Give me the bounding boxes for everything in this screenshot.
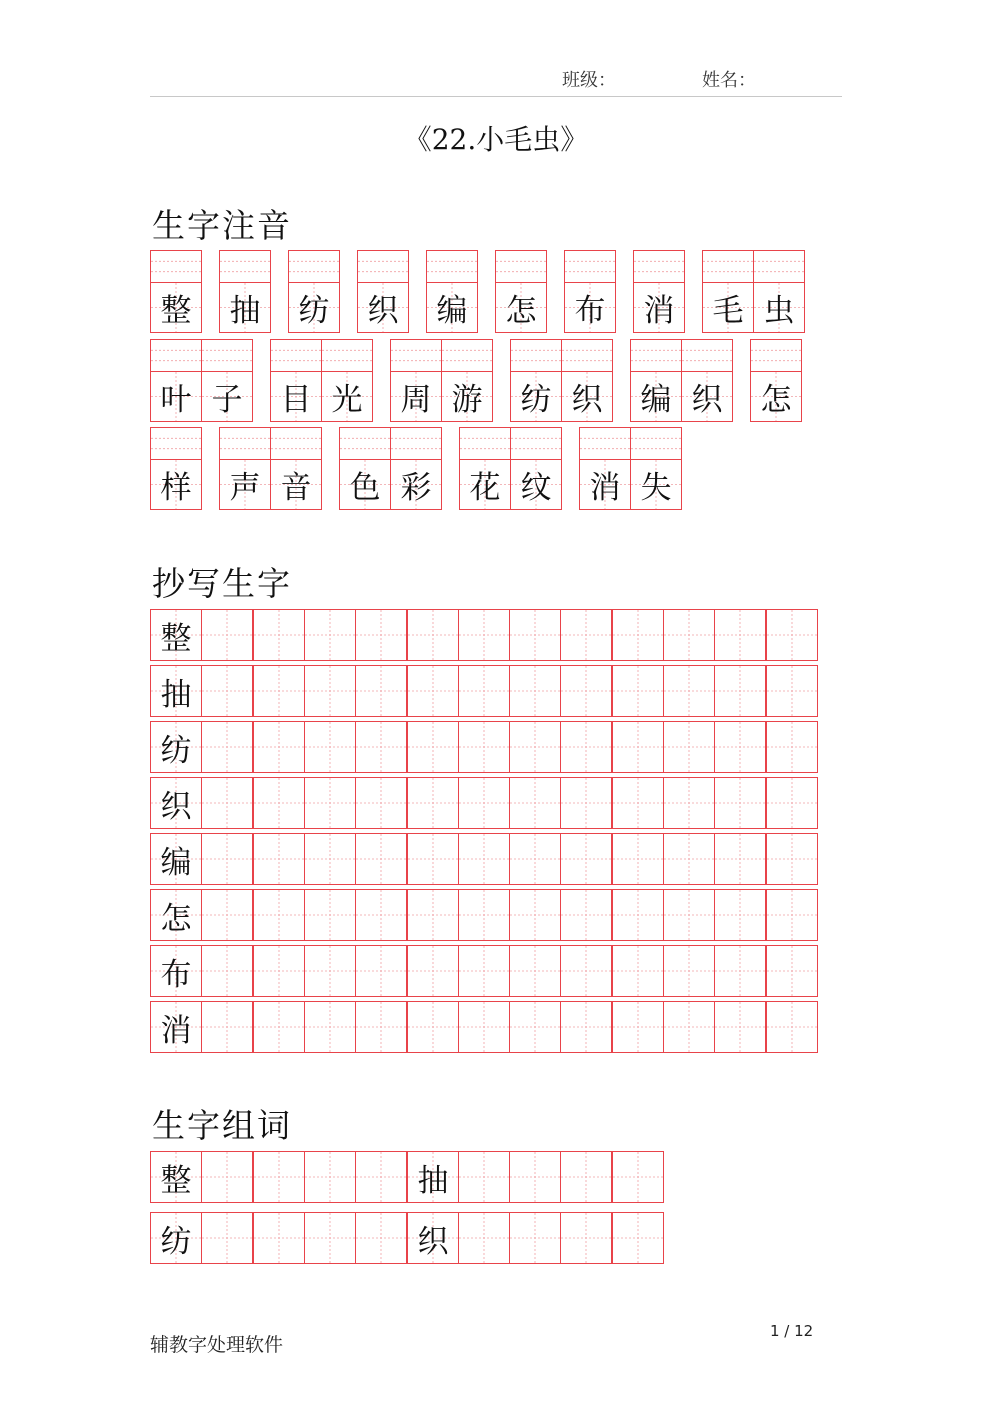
pinyin-box[interactable] (495, 250, 547, 283)
practice-box[interactable] (714, 833, 766, 885)
word-practice-box[interactable] (201, 1212, 253, 1264)
pinyin-box[interactable] (753, 250, 805, 283)
hanzi-char: 虫 (763, 293, 795, 329)
hanzi-char: 编 (640, 382, 672, 418)
practice-box[interactable] (355, 889, 407, 941)
word-practice-box[interactable] (304, 1212, 356, 1264)
hanzi-char: 样 (160, 470, 192, 506)
hanzi-char: 叶 (160, 382, 192, 418)
char-box (150, 459, 202, 510)
hanzi-char: 怎 (760, 382, 792, 418)
hanzi-char: 怎 (160, 900, 192, 937)
char-box (357, 282, 409, 333)
pinyin-box[interactable] (510, 427, 562, 460)
hanzi-char: 织 (571, 382, 603, 418)
pinyin-box[interactable] (441, 339, 493, 372)
pinyin-box[interactable] (219, 250, 271, 283)
pinyin-box[interactable] (390, 427, 442, 460)
practice-box[interactable] (509, 721, 561, 773)
hanzi-char: 失 (640, 470, 672, 506)
practice-box[interactable] (304, 1001, 356, 1053)
practice-box[interactable] (663, 1001, 715, 1053)
practice-box[interactable] (663, 777, 715, 829)
practice-box[interactable] (714, 889, 766, 941)
word-model-char (407, 1212, 459, 1264)
practice-box[interactable] (355, 665, 407, 717)
practice-box[interactable] (663, 833, 715, 885)
hanzi-char: 目 (280, 382, 312, 418)
pinyin-box[interactable] (150, 339, 202, 372)
practice-box[interactable] (509, 833, 561, 885)
char-box (753, 282, 805, 333)
hanzi-char: 光 (331, 382, 363, 418)
practice-box[interactable] (766, 945, 818, 997)
word-practice-box[interactable] (509, 1212, 561, 1264)
hanzi-char: 织 (417, 1223, 449, 1260)
pinyin-box[interactable] (510, 339, 562, 372)
practice-box[interactable] (407, 945, 459, 997)
practice-box[interactable] (253, 777, 305, 829)
pinyin-box[interactable] (561, 339, 613, 372)
hanzi-char: 音 (280, 470, 312, 506)
hanzi-char: 纺 (520, 382, 552, 418)
word-practice-box[interactable] (612, 1151, 664, 1203)
practice-box[interactable] (253, 609, 305, 661)
practice-box[interactable] (560, 945, 612, 997)
char-box (339, 459, 391, 510)
hanzi-char: 毛 (712, 293, 744, 329)
pinyin-box[interactable] (564, 250, 616, 283)
word-model-char (150, 1212, 202, 1264)
practice-box[interactable] (714, 945, 766, 997)
model-char-box (150, 609, 202, 661)
practice-box[interactable] (458, 665, 510, 717)
pinyin-box[interactable] (702, 250, 754, 283)
model-char-box (150, 889, 202, 941)
hanzi-char: 声 (229, 470, 261, 506)
char-box (219, 282, 271, 333)
practice-box[interactable] (766, 665, 818, 717)
char-box (561, 371, 613, 422)
pinyin-box[interactable] (357, 250, 409, 283)
class-label: 班级： (562, 70, 616, 91)
practice-box[interactable] (355, 833, 407, 885)
practice-box[interactable] (663, 721, 715, 773)
pinyin-box[interactable] (633, 250, 685, 283)
practice-box[interactable] (560, 777, 612, 829)
pinyin-box[interactable] (426, 250, 478, 283)
practice-box[interactable] (355, 777, 407, 829)
section-heading-copy: 抄写生字 (152, 564, 292, 603)
hanzi-char: 消 (643, 293, 675, 329)
model-char-box (150, 833, 202, 885)
practice-box[interactable] (253, 833, 305, 885)
practice-box[interactable] (612, 889, 664, 941)
practice-box[interactable] (458, 1001, 510, 1053)
practice-box[interactable] (355, 1001, 407, 1053)
practice-box[interactable] (407, 609, 459, 661)
hanzi-char: 布 (574, 293, 606, 329)
char-box (150, 371, 202, 422)
hanzi-char: 织 (367, 293, 399, 329)
hanzi-char: 怎 (505, 293, 537, 329)
word-practice-box[interactable] (304, 1151, 356, 1203)
practice-box[interactable] (509, 945, 561, 997)
practice-box[interactable] (458, 889, 510, 941)
char-box (441, 371, 493, 422)
practice-box[interactable] (663, 945, 715, 997)
char-box (288, 282, 340, 333)
char-box (201, 371, 253, 422)
practice-box[interactable] (253, 889, 305, 941)
pinyin-box[interactable] (288, 250, 340, 283)
practice-box[interactable] (560, 721, 612, 773)
char-box (390, 371, 442, 422)
word-practice-box[interactable] (458, 1151, 510, 1203)
practice-box[interactable] (766, 721, 818, 773)
practice-box[interactable] (253, 665, 305, 717)
word-practice-box[interactable] (560, 1212, 612, 1264)
practice-box[interactable] (407, 665, 459, 717)
hanzi-char: 周 (400, 382, 432, 418)
model-char-box (150, 777, 202, 829)
hanzi-char: 纺 (298, 293, 330, 329)
char-box (633, 282, 685, 333)
practice-box[interactable] (714, 721, 766, 773)
practice-box[interactable] (201, 945, 253, 997)
hanzi-char: 织 (691, 382, 723, 418)
model-char-box (150, 721, 202, 773)
word-model-char (407, 1151, 459, 1203)
pinyin-box[interactable] (270, 427, 322, 460)
practice-box[interactable] (458, 721, 510, 773)
hanzi-char: 整 (160, 293, 192, 329)
char-box (510, 371, 562, 422)
practice-box[interactable] (253, 945, 305, 997)
practice-box[interactable] (458, 945, 510, 997)
practice-box[interactable] (612, 945, 664, 997)
header-divider (150, 96, 842, 97)
practice-box[interactable] (560, 889, 612, 941)
pinyin-box[interactable] (339, 427, 391, 460)
pinyin-box[interactable] (150, 250, 202, 283)
model-char-box (150, 665, 202, 717)
practice-box[interactable] (304, 721, 356, 773)
practice-box[interactable] (560, 833, 612, 885)
practice-box[interactable] (663, 889, 715, 941)
practice-box[interactable] (612, 1001, 664, 1053)
hanzi-char: 抽 (229, 293, 261, 329)
pinyin-box[interactable] (630, 427, 682, 460)
char-box (219, 459, 271, 510)
practice-box[interactable] (253, 1001, 305, 1053)
word-practice-box[interactable] (355, 1151, 407, 1203)
practice-box[interactable] (612, 665, 664, 717)
section-heading-words: 生字组词 (152, 1106, 292, 1145)
practice-box[interactable] (304, 889, 356, 941)
char-box (750, 371, 802, 422)
pinyin-box[interactable] (321, 339, 373, 372)
pinyin-box[interactable] (201, 339, 253, 372)
practice-box[interactable] (663, 665, 715, 717)
practice-box[interactable] (201, 721, 253, 773)
pinyin-box[interactable] (681, 339, 733, 372)
word-practice-box[interactable] (458, 1212, 510, 1264)
hanzi-char: 花 (469, 470, 501, 506)
hanzi-char: 织 (160, 788, 192, 825)
word-practice-box[interactable] (201, 1151, 253, 1203)
practice-box[interactable] (201, 1001, 253, 1053)
hanzi-char: 抽 (417, 1162, 449, 1199)
practice-box[interactable] (304, 609, 356, 661)
practice-box[interactable] (612, 721, 664, 773)
char-box (579, 459, 631, 510)
pinyin-box[interactable] (219, 427, 271, 460)
practice-box[interactable] (612, 777, 664, 829)
footer-software-name: 辅教字处理软件 (150, 1334, 284, 1356)
word-practice-box[interactable] (355, 1212, 407, 1264)
model-char-box (150, 945, 202, 997)
section-heading-pinyin: 生字注音 (152, 206, 292, 245)
hanzi-char: 整 (160, 620, 192, 657)
practice-box[interactable] (304, 777, 356, 829)
practice-box[interactable] (304, 833, 356, 885)
practice-box[interactable] (509, 889, 561, 941)
pinyin-box[interactable] (630, 339, 682, 372)
practice-box[interactable] (253, 721, 305, 773)
hanzi-char: 纺 (160, 1223, 192, 1260)
char-box (630, 459, 682, 510)
word-practice-box[interactable] (253, 1212, 305, 1264)
pinyin-box[interactable] (579, 427, 631, 460)
practice-box[interactable] (201, 777, 253, 829)
practice-box[interactable] (560, 665, 612, 717)
practice-box[interactable] (714, 1001, 766, 1053)
practice-box[interactable] (407, 1001, 459, 1053)
practice-box[interactable] (612, 609, 664, 661)
page-title: 《22.小毛虫》 (403, 123, 589, 156)
practice-box[interactable] (407, 833, 459, 885)
char-box (270, 371, 322, 422)
practice-box[interactable] (509, 609, 561, 661)
practice-box[interactable] (458, 777, 510, 829)
word-model-char (150, 1151, 202, 1203)
char-box (321, 371, 373, 422)
hanzi-char: 纹 (520, 470, 552, 506)
hanzi-char: 子 (211, 382, 243, 418)
practice-box[interactable] (766, 609, 818, 661)
practice-box[interactable] (407, 721, 459, 773)
practice-box[interactable] (458, 833, 510, 885)
word-practice-box[interactable] (253, 1151, 305, 1203)
hanzi-char: 消 (160, 1012, 192, 1049)
hanzi-char: 编 (436, 293, 468, 329)
char-box (150, 282, 202, 333)
practice-box[interactable] (201, 665, 253, 717)
practice-box[interactable] (714, 665, 766, 717)
practice-box[interactable] (766, 777, 818, 829)
pinyin-box[interactable] (150, 427, 202, 460)
char-box (681, 371, 733, 422)
practice-box[interactable] (201, 609, 253, 661)
word-practice-box[interactable] (612, 1212, 664, 1264)
practice-box[interactable] (663, 609, 715, 661)
practice-box[interactable] (714, 609, 766, 661)
practice-box[interactable] (407, 777, 459, 829)
char-box (426, 282, 478, 333)
practice-box[interactable] (509, 665, 561, 717)
practice-box[interactable] (714, 777, 766, 829)
practice-box[interactable] (355, 945, 407, 997)
word-practice-box[interactable] (560, 1151, 612, 1203)
char-box (270, 459, 322, 510)
practice-box[interactable] (560, 609, 612, 661)
practice-box[interactable] (355, 721, 407, 773)
page-number: 1 / 12 (770, 1322, 814, 1340)
hanzi-char: 布 (160, 956, 192, 993)
pinyin-box[interactable] (459, 427, 511, 460)
pinyin-box[interactable] (270, 339, 322, 372)
char-box (564, 282, 616, 333)
hanzi-char: 消 (589, 470, 621, 506)
hanzi-char: 编 (160, 844, 192, 881)
practice-box[interactable] (407, 889, 459, 941)
hanzi-char: 纺 (160, 732, 192, 769)
hanzi-char: 彩 (400, 470, 432, 506)
practice-box[interactable] (201, 889, 253, 941)
practice-box[interactable] (766, 833, 818, 885)
pinyin-box[interactable] (390, 339, 442, 372)
practice-box[interactable] (612, 833, 664, 885)
practice-box[interactable] (766, 1001, 818, 1053)
practice-box[interactable] (201, 833, 253, 885)
practice-box[interactable] (509, 777, 561, 829)
char-box (459, 459, 511, 510)
char-box (390, 459, 442, 510)
hanzi-char: 整 (160, 1162, 192, 1199)
practice-box[interactable] (458, 609, 510, 661)
practice-box[interactable] (766, 889, 818, 941)
char-box (510, 459, 562, 510)
practice-box[interactable] (560, 1001, 612, 1053)
hanzi-char: 游 (451, 382, 483, 418)
practice-box[interactable] (509, 1001, 561, 1053)
practice-box[interactable] (355, 609, 407, 661)
hanzi-char: 抽 (160, 676, 192, 713)
practice-box[interactable] (304, 945, 356, 997)
practice-box[interactable] (304, 665, 356, 717)
char-box (630, 371, 682, 422)
pinyin-box[interactable] (750, 339, 802, 372)
name-label: 姓名： (702, 70, 756, 91)
char-box (702, 282, 754, 333)
model-char-box (150, 1001, 202, 1053)
char-box (495, 282, 547, 333)
word-practice-box[interactable] (509, 1151, 561, 1203)
hanzi-char: 色 (349, 470, 381, 506)
